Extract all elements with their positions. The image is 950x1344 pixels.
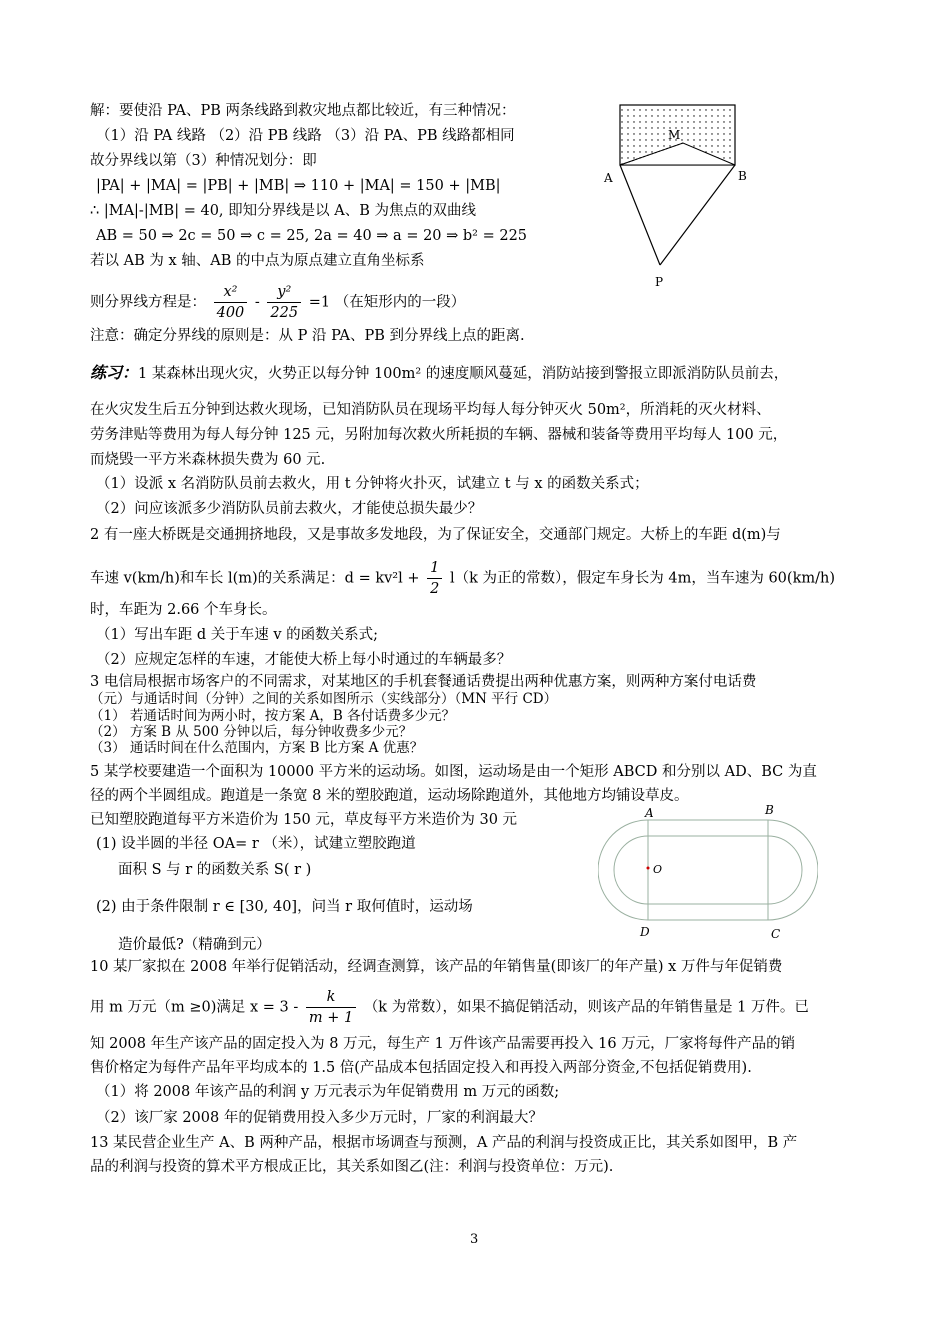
page-number: 3 [470, 1232, 479, 1247]
exercise-1-question-1: （1）设派 x 名消防队员前去救火，用 t 分钟将火扑灭，试建立 t 与 x 的函数关系式； [96, 476, 649, 492]
solution-line-3: 故分界线以第（3）种情况划分：即 [90, 153, 317, 169]
exercise-5-question-1b: 面积 S 与 r 的函数关系 S( r ) [118, 862, 312, 878]
solution-line-1: 解：要使沿 PA、PB 两条线路到救灾地点都比较近，有三种情况： [90, 103, 516, 119]
label-P: P [655, 275, 664, 289]
outer-track [598, 820, 818, 920]
exercise-13-line-2: 品的利润与投资的算术平方根成正比，其关系如图乙(注：利润与投资单位：万元). [90, 1159, 614, 1175]
solution-line-5: ∴ |MA|-|MB| = 40, 即知分界线是以 A、B 为焦点的双曲线 [90, 203, 476, 219]
exercise-1-question-2: （2）问应该派多少消防队员前去救火，才能使总损失最少？ [96, 501, 483, 517]
exercise-5-question-2: (2) 由于条件限制 r ∈ [30, 40]，问当 r 取何值时，运动场 [96, 899, 473, 915]
solution-line-7: 若以 AB 为 x 轴、AB 的中点为原点建立直角坐标系 [90, 253, 425, 269]
exercise-1-line-1: 练习：1 某森林出现火灾，火势正以每分钟 100m² 的速度顺风蔓延，消防站接到警报立即派消防队员前去， [90, 363, 789, 382]
exercise-10-question-1: （1）将 2008 年该产品的利润 y 万元表示为年促销费用 m 万元的函数; [96, 1084, 560, 1100]
label-O: O [653, 863, 663, 876]
exercise-3-question-1: （1） 若通话时间为两小时，按方案 A，B 各付话费多少元？ [90, 708, 456, 724]
figure-rectangle-triangle [595, 95, 770, 300]
rectangle-ABCD [648, 820, 768, 920]
exercise-13-line-1: 13 某民营企业生产 A、B 两种产品，根据市场调查与预测，A 产品的利润与投资成正比，其关系如图甲，B 产 [90, 1135, 798, 1151]
inner-track [614, 836, 802, 904]
solution-line-4: |PA| + |MA| = |PB| + |MB| ⇒ 110 + |MA| = 150 + |MB| [96, 178, 501, 194]
solution-line-6: AB = 50 ⇒ 2c = 50 ⇒ c = 25, 2a = 40 ⇒ a = 20 ⇒ b² = 225 [96, 228, 528, 244]
exercise-2-question-2: （2）应规定怎样的车速，才能使大桥上每小时通过的车辆最多？ [96, 652, 512, 668]
label-B: B [738, 169, 747, 183]
exercise-10-question-2: （2）该厂家 2008 年的促销费用投入多少万元时，厂家的利润最大？ [96, 1110, 543, 1126]
line-BP [660, 165, 735, 265]
exercise-2-question-1: （1）写出车距 d 关于车速 v 的函数关系式; [96, 627, 379, 643]
equation-prefix: 则分界线方程是： [90, 294, 206, 311]
exercise-10-line-4: 售价格定为每件产品年平均成本的 1.5 倍(产品成本包括固定投入和再投入两部分资金,不包括促销费用). [90, 1060, 752, 1076]
exercise-10-line-1: 10 某厂家拟在 2008 年举行促销活动，经调查测算，该产品的年销售量(即该厂的年产量) x 万件与年促销费 [90, 959, 783, 975]
label-A: A [645, 806, 654, 820]
exercise-3-line-1: 3 电信局根据市场客户的不同需求，对某地区的手机套餐通话费提出两种优惠方案，则两种方案付电话费 [90, 674, 757, 690]
line-AP [620, 165, 660, 265]
exercise-2-line-2: 车速 v(km/h)和车长 l(m)的关系满足：d = kv²l + $\frac{1}{2}$ l（k 为正的常数），假定车身长为 4m，当车速为 60(km/h) [90, 560, 835, 597]
exercise-5-line-2: 径的两个半圆组成。跑道是一条宽 8 米的塑胶跑道，运动场除跑道外，其他地方均铺设草皮。 [90, 788, 689, 804]
exercise-5-line-1: 5 某学校要建造一个面积为 10000 平方米的运动场。如图，运动场是由一个矩形 ABCD 和分别以 AD、BC 为直 [90, 764, 817, 780]
hyperbola-equation: 则分界线方程是： $\frac{\text{x²}}{400}$ - $\frac{\text{y²}}{225}$ =1 （在矩形内的一段） [90, 284, 466, 321]
exercise-10-line-3: 知 2008 年生产该产品的固定投入为 8 万元，每生产 1 万件该产品需要再投入 16 万元，厂家将每件产品的销 [90, 1036, 796, 1052]
label-B: B [765, 803, 774, 817]
center-O [647, 867, 650, 870]
figure-stadium [598, 800, 818, 945]
fraction-y2-225: $\frac{\text{y²}}{225}$ [267, 282, 301, 323]
label-C: C [771, 927, 781, 941]
exercise-1-line-2: 在火灾发生后五分钟到达救火现场，已知消防队员在现场平均每人每分钟灭火 50m²，所消耗的灭火材料、 [90, 402, 771, 418]
label-D: D [640, 925, 650, 939]
exercise-5-question-1a: (1) 设半圆的半径 OA= r （米），试建立塑胶跑道 [96, 836, 416, 852]
exercise-5-line-3: 已知塑胶跑道每平方米造价为 150 元，草皮每平方米造价为 30 元 [90, 812, 518, 828]
solution-line-2: （1）沿 PA 线路 （2）沿 PB 线路 （3）沿 PA、PB 线路都相同 [96, 128, 515, 144]
exercise-3-question-2: （2） 方案 B 从 500 分钟以后，每分钟收费多少元？ [90, 724, 413, 740]
exercise-3-question-3: （3） 通话时间在什么范围内，方案 B 比方案 A 优惠？ [90, 740, 424, 756]
label-M: M [668, 128, 681, 142]
equation-suffix: =1 （在矩形内的一段） [308, 294, 466, 311]
exercise-heading: 练习： [90, 363, 139, 382]
exercise-1-line-3: 劳务津贴等费用为每人每分钟 125 元，另附加每次救火所耗损的车辆、器械和装备等费用平均每人 100 元， [90, 427, 788, 443]
exercise-5-question-2b: 造价最低?（精确到元） [118, 937, 271, 953]
solution-note: 注意：确定分界线的原则是：从 P 沿 PA、PB 到分界线上点的距离. [90, 328, 525, 344]
exercise-10-line-2: 用 m 万元（m ≥0)满足 x = 3 - $\frac{k}{m + 1}$ （k 为常数），如果不搞促销活动，则该产品的年销售量是 1 万件。已 [90, 989, 809, 1026]
fraction-x2-400: $\frac{\text{x²}}{400}$ [214, 282, 248, 323]
exercise-2-line-1: 2 有一座大桥既是交通拥挤地段，又是事故多发地段，为了保证安全，交通部门规定。大桥上的车距 d(m)与 [90, 527, 781, 543]
exercise-2-line-3: 时，车距为 2.66 个车身长。 [90, 602, 277, 618]
fraction-k-over-m-plus-1: $\frac{k}{m + 1}$ [306, 987, 356, 1028]
exercise-1-line-4: 而烧毁一平方米森林损失费为 60 元. [90, 452, 326, 468]
label-A: A [604, 171, 613, 185]
fraction-half: $\frac{1}{2}$ [427, 558, 442, 599]
exercise-3-line-2: （元）与通话时间（分钟）之间的关系如图所示（实线部分）（MN 平行 CD） [90, 691, 558, 707]
